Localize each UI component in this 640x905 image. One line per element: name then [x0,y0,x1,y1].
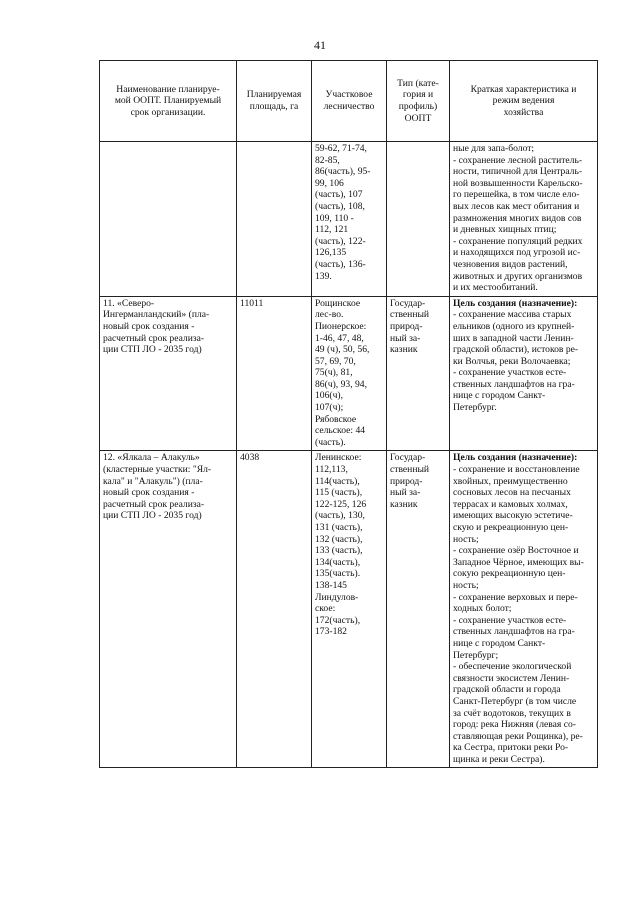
cell-area [237,142,312,297]
text-line: 109, 110 - [315,212,354,224]
text-line: Планируемая [246,89,302,101]
cell-forestry [312,296,387,451]
cell-type [387,296,450,451]
text-line: 99, 106 [315,177,344,189]
text-line: расчетный срок реализа- [103,498,205,510]
text-line: градской области), истоков ре- [453,344,579,356]
text-line: Западное Чёрное, имеющих вы- [453,556,584,568]
text-line: новый срок создания - [103,487,195,499]
text-line: 86(ч), 93, 94, [315,378,367,390]
text-line: 122-125, 126 [315,498,367,510]
text-line: 138-145 [315,579,347,591]
text-line: 172(часть), [315,614,361,626]
text-line: 75(ч), 81, [315,367,353,379]
text-line: - сохранение массива старых [453,309,572,321]
text-line: (часть), 130, [315,510,365,522]
cell-forestry [312,142,387,297]
text-line: Государ- [390,452,426,464]
text-line: ные для запа-болот; [453,143,535,154]
cell-type [387,451,450,768]
page-number: 41 [314,38,326,52]
text-line: го перешейка, в том числе ело- [453,189,580,201]
text-line: ной возвышенности Карельско- [453,177,583,189]
text-line: и находящихся под угрозой ис- [453,247,581,259]
text-line: Цель создания (назначение): [453,452,578,464]
text-line: 126,135 [315,247,347,259]
text-line: Ленинское: [315,452,362,464]
text-line: ность; [453,533,479,545]
text-line: ный за- [390,487,421,499]
text-line: связности экосистем Ленин- [453,672,570,684]
text-line: 12. «Ялкала – Алакуль» [103,452,200,464]
text-line: Петербург; [453,649,499,661]
text-line: Краткая характеристика и [470,83,577,95]
header-forestry [312,61,387,142]
text-line: ки Волчья, реки Волочаевка; [453,355,571,367]
text-line: - сохранение популяций редких [453,235,583,247]
text-line: ственный [390,309,430,321]
table-row [100,451,598,768]
text-line: и их местообитаний. [453,282,538,294]
text-line: сосновых лесов на песчаных [453,487,571,499]
text-line: 82-85, [315,154,340,166]
cell-type [387,142,450,297]
text-line: лес-во. [315,309,344,321]
text-line: ный за- [390,332,421,344]
text-line: срок организации. [130,106,206,118]
text-line: - сохранение верховых и пере- [453,591,578,603]
text-line: Пионерское: [315,320,367,332]
text-line: ООПТ [404,112,432,124]
cell-description [450,142,598,297]
text-line: 86(часть), 95- [315,166,371,178]
text-line: (часть), 107 [315,189,363,201]
cell-name [100,142,237,297]
text-line: градской области и города [453,684,561,696]
text-line: кала" и "Алакуль") (пла- [103,475,203,487]
text-line: Петербург. [453,402,497,414]
text-line: скую и рекреационную цен- [453,522,569,533]
cell-description [450,451,598,768]
oopt-table [99,60,598,768]
text-line: ственных ландшафтов на гра- [453,626,575,638]
text-line: Цель создания (назначение): [453,297,578,309]
text-line: 115 (часть), [315,487,363,499]
text-line: хозяйства [503,106,544,118]
text-line: лесничество [323,101,375,112]
text-line: профиль) [398,101,438,112]
text-line: 112,113, [315,464,348,476]
text-line: режим ведения [492,95,555,107]
text-line: - сохранение участков есте- [453,367,567,379]
text-line: 1-46, 47, 48, [315,332,364,344]
text-line: гория и [402,89,434,101]
text-line: 135(часть). [315,568,361,580]
text-line: ка Сестра, притоки реки Ро- [453,742,569,754]
text-line: 173-182 [315,626,347,638]
text-line: 11. «Северо- [103,297,155,309]
text-line: животных и других организмов [453,270,583,282]
text-line: ельников (одного из крупней- [453,320,575,332]
text-line: Наименование планируе- [116,83,220,95]
text-line: площадь, га [249,101,299,112]
cell-forestry [312,451,387,768]
text-line: нице с городом Санкт- [453,637,546,649]
text-line: Тип (кате- [397,77,439,89]
text-line: и дневных хищных птиц; [453,224,557,236]
text-line: казник [390,344,418,356]
text-line: (часть). [315,436,346,448]
text-line: (часть), 122- [315,235,366,247]
text-line: природ- [390,320,423,332]
cell-name [100,296,237,451]
cell-description [450,296,598,451]
text-line: хвойных, преимущественно [453,475,568,487]
header-area [237,61,312,142]
text-line: имеющих высокую эстетиче- [453,510,573,522]
text-line: ходных болот; [453,603,512,615]
text-line: 107(ч); [315,402,344,414]
text-line: сельское: 44 [315,425,366,437]
text-line: новый срок создания - [103,320,195,332]
text-line: 57, 69, 70, [315,355,356,367]
text-line: (часть), 108, [315,200,365,212]
text-line: ственный [390,464,430,476]
text-line: 132 (часть), [315,533,363,545]
text-line: - сохранение участков есте- [453,614,567,626]
text-line: 106(ч), [315,390,344,402]
text-line: Государ- [390,297,426,309]
cell-area: 4038 [237,451,312,768]
text-line: ции СТП ЛО - 2035 год) [103,510,202,522]
text-line: 139. [315,270,332,282]
text-line: ское: [315,603,336,615]
text-line: 134(часть), [315,556,361,568]
text-line: нице с городом Санкт- [453,390,546,402]
text-line: Участковое [325,89,373,101]
text-line: 114(часть), [315,475,360,487]
text-line: размножения многих видов сов [453,212,582,224]
header-type [387,61,450,142]
text-line: щинка и реки Сестра). [453,753,545,765]
table-header-row [100,61,598,142]
text-line: 59-62, 71-74, [315,143,367,154]
text-line: террасах и камовых холмах, [453,498,568,510]
text-line: ность; [453,579,479,591]
text-line: за счёт водотоков, текущих в [453,707,571,719]
text-line: - обеспечение экологической [453,661,572,673]
text-line: - сохранение озёр Восточное и [453,545,579,557]
text-line: сокую рекреационную цен- [453,568,566,580]
text-line: мой ООПТ. Планируемый [114,95,222,107]
text-line: - сохранение и восстановление [453,464,580,476]
header-description [450,61,598,142]
text-line: 112, 121 [315,224,349,236]
text-line: (часть), 136- [315,258,366,270]
text-line: Рябовское [315,413,357,425]
text-line: расчетный срок реализа- [103,332,205,344]
text-line: ственных ландшафтов на гра- [453,378,575,390]
text-line: - сохранение лесной раститель- [453,154,583,166]
text-line: Рощинское [315,297,361,309]
text-line: Линдулов- [315,591,359,603]
table-row [100,296,598,451]
text-line: 49 (ч), 50, 56, [315,344,370,356]
table-row [100,142,598,297]
text-line: (кластерные участки: "Ял- [103,464,212,476]
text-line: казник [390,498,418,510]
text-line: чезновения видов растений, [453,258,568,270]
text-line: вых лесов как мест обитания и [453,200,580,212]
text-line: город: река Нижняя (левая со- [453,719,576,731]
header-name [100,61,237,142]
text-line: ности, типичной для Централь- [453,166,583,178]
text-line: природ- [390,475,423,487]
text-line: 131 (часть), [315,522,363,533]
text-line: ции СТП ЛО - 2035 год) [103,344,202,356]
cell-name [100,451,237,768]
text-line: Санкт-Петербург (в том числе [453,695,577,707]
cell-area: 11011 [237,296,312,451]
text-line: ших в западной части Ленин- [453,332,574,344]
text-line: ставляющая реки Рощинка), ре- [453,730,583,742]
text-line: Ингерманландский» (пла- [103,309,210,321]
text-line: 133 (часть), [315,545,363,557]
